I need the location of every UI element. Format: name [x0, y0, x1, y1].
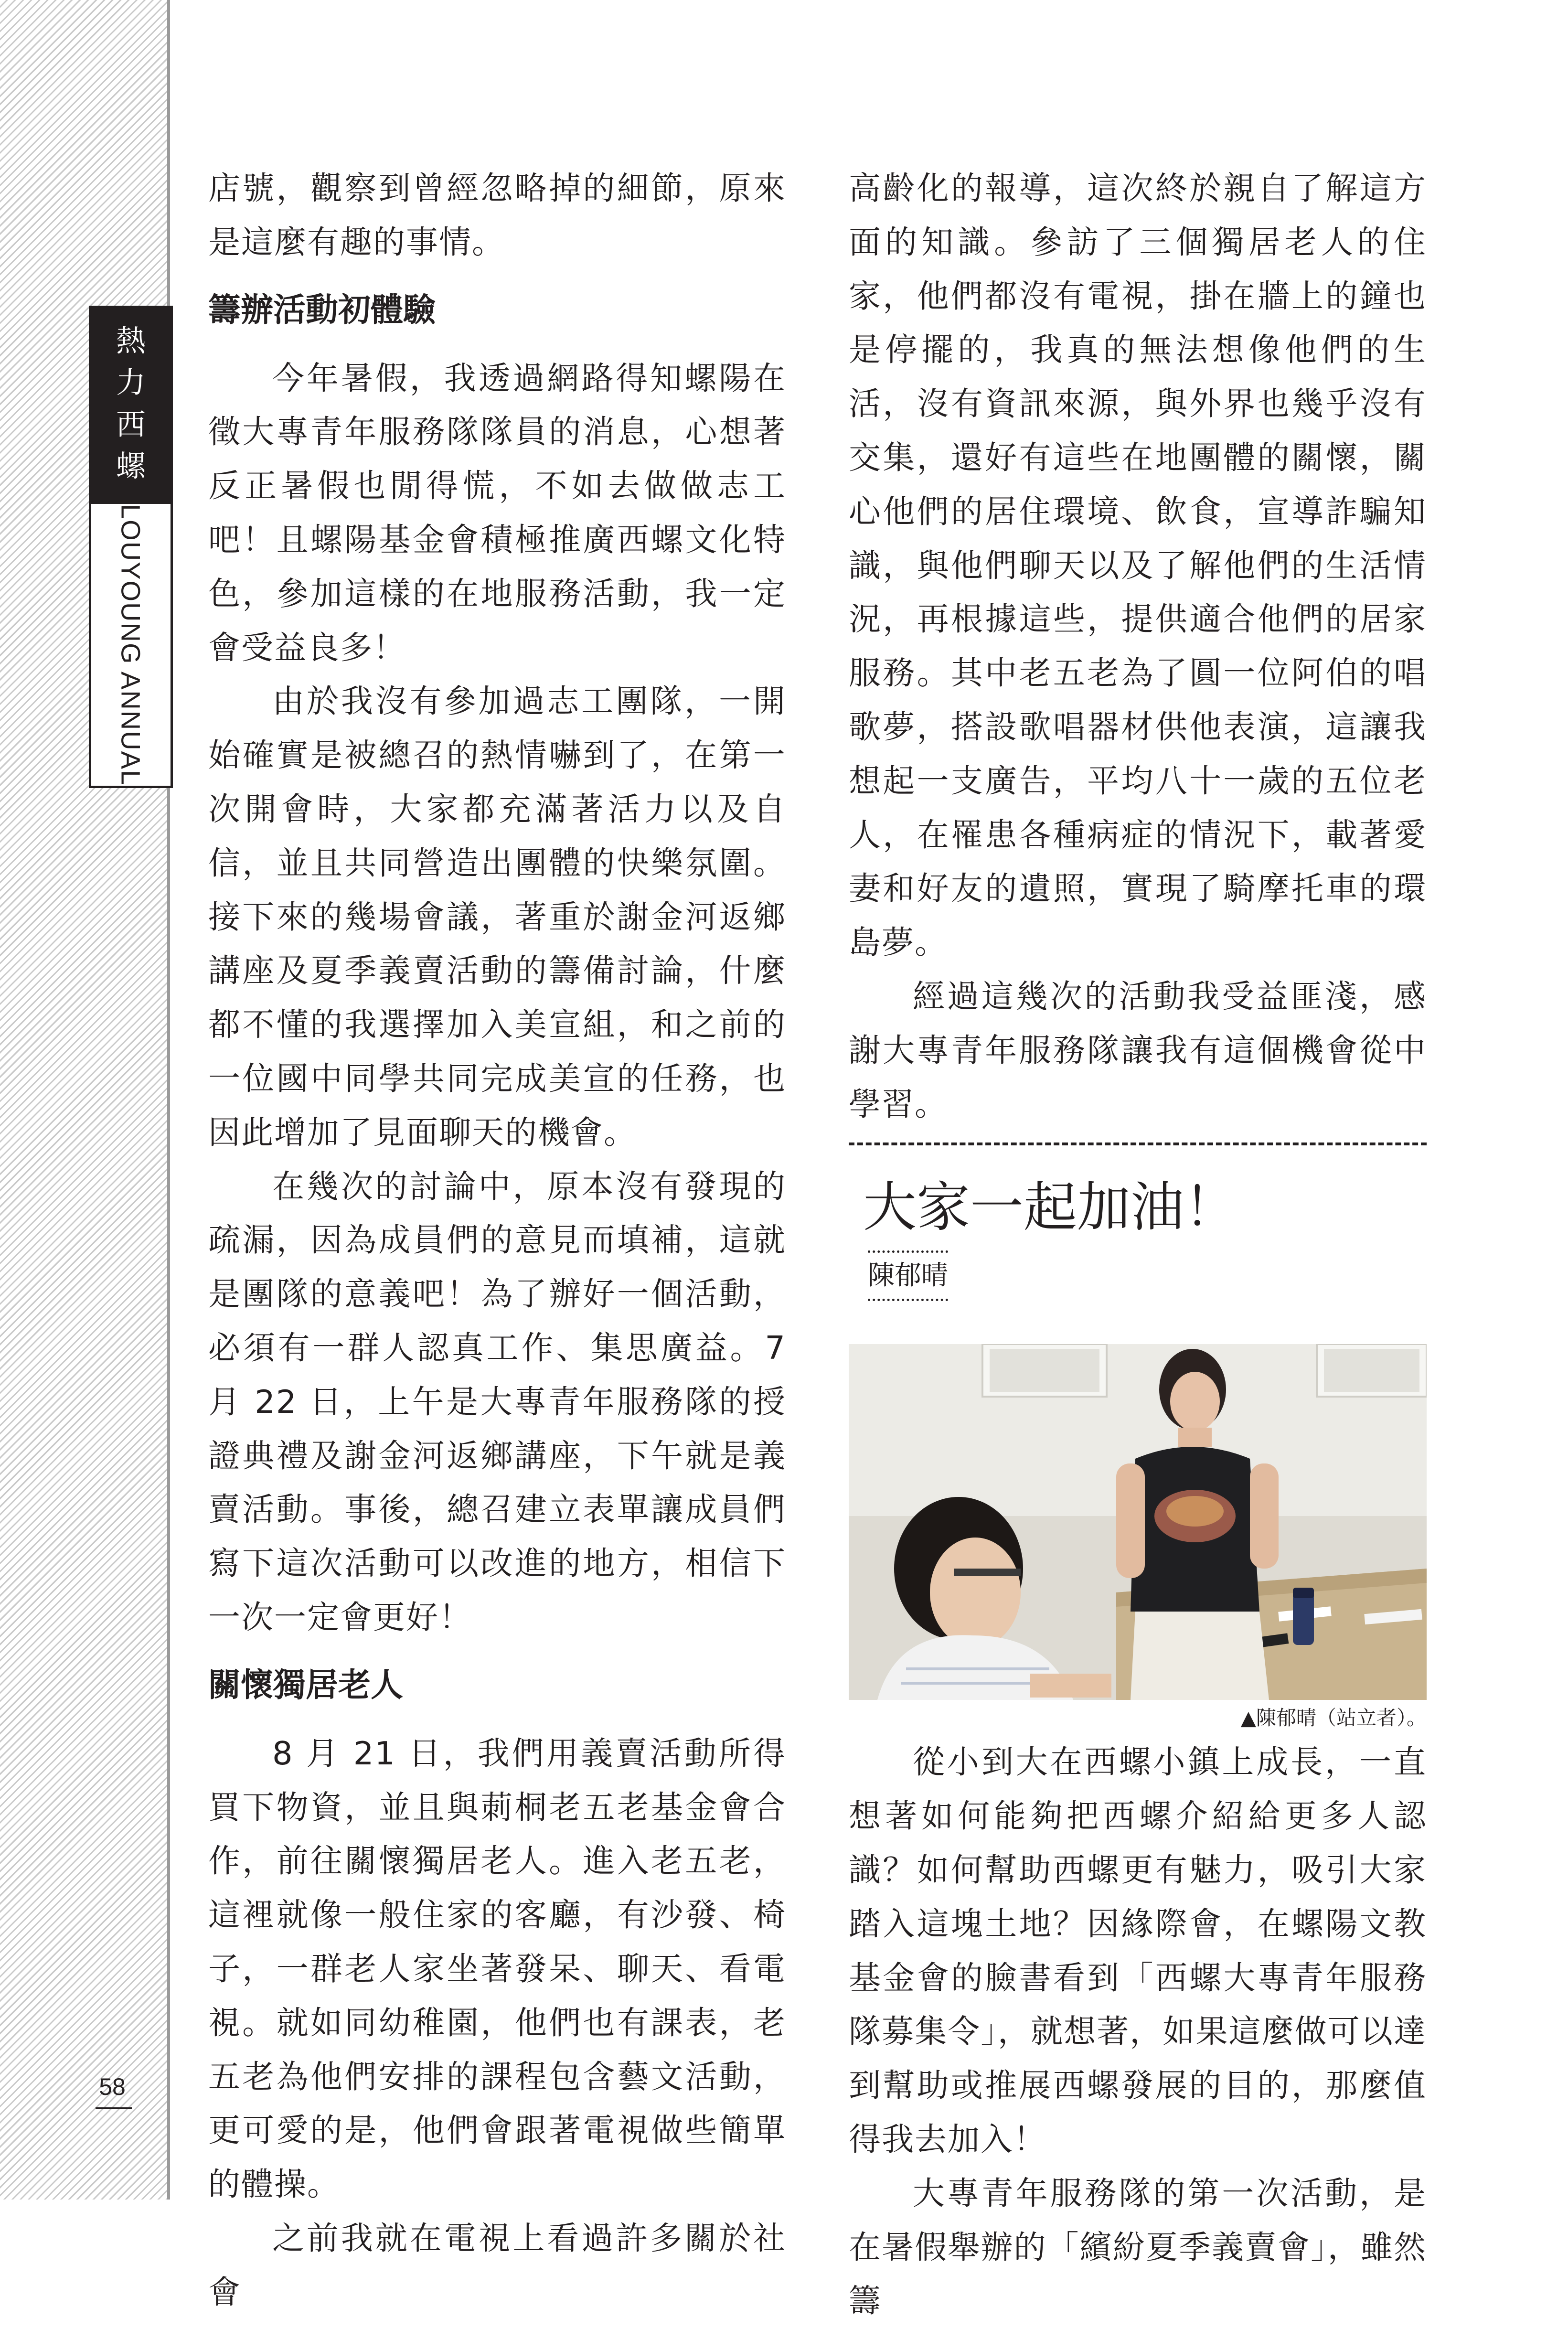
article-photo — [849, 1344, 1427, 1700]
section-char: 力 — [116, 365, 146, 400]
paragraph: 店號，觀察到曾經忽略掉的細節，原來是這麼有趣的事情。 — [208, 170, 786, 261]
page-number-underline — [96, 2107, 132, 2109]
paragraph: 經過這幾次的活動我受益匪淺，感謝大專青年服務隊讓我有這個機會從中學習。 — [849, 977, 1427, 1123]
photo-illustration — [849, 1344, 1427, 1700]
section-tab-chinese — [89, 306, 173, 502]
left-column — [208, 161, 786, 2319]
article-title: 大家一起加油！ — [863, 1176, 1237, 1239]
author-byline — [868, 1250, 948, 1301]
section-heading: 籌辦活動初體驗 — [208, 291, 436, 329]
paragraph: 從小到大在西螺小鎮上成長，一直想著如何能夠把西螺介紹給更多人認識？如何幫助西螺更有魅力，吸引大家踏入這塊土地？因緣際會，在螺陽文教基金會的臉書看到「西螺大專青年服務隊募集令」，就想著，如果這麼做可以達到幫助或推展西螺發展的目的，那麼值得我去加入！ — [849, 1743, 1427, 2158]
photo-caption: ▲陳郁晴（站立者）。 — [1240, 1706, 1427, 1730]
author-name: 陳郁晴 — [868, 1260, 948, 1292]
paragraph: 8 月 21 日，我們用義賣活動所得買下物資，並且與莿桐老五老基金會合作，前往關懷獨居老人。進入老五老，這裡就像一般住家的客廳，有沙發、椅子，一群老人家坐著發呆、聊天、看電視。就如同幼稚園，他們也有課表，老五老為他們安排的課程包含藝文活動，更可愛的是，他們會跟著電視做些簡單的體操。 — [208, 1734, 786, 2203]
paragraph: 之前我就在電視上看過許多關於社會 — [208, 2219, 786, 2311]
paragraph: 今年暑假，我透過網路得知螺陽在徵大專青年服務隊隊員的消息，心想著反正暑假也閒得慌，不如去做做志工吧！且螺陽基金會積極推廣西螺文化特色，參加這樣的在地服務活動，我一定會受益良多！ — [208, 359, 786, 666]
section-heading: 關懷獨居老人 — [208, 1666, 404, 1704]
section-tab-english — [89, 502, 173, 788]
section-char: 熱 — [116, 323, 146, 358]
section-char: 西 — [116, 406, 146, 442]
page-number: 58 — [99, 2073, 126, 2100]
paragraph: 在幾次的討論中，原本沒有發現的疏漏，因為成員們的意見而填補，這就是團隊的意義吧！為了辦好一個活動，必須有一群人認真工作、集思廣益。7 月 22 日，上午是大專青年服務隊的授證典禮及謝金河返鄉講座，下午就是義賣活動。事後，總召建立表單讓成員們寫下這次活動可以改進的地方，相信下一次一定會更好！ — [208, 1167, 786, 1636]
publication-name: LOUYOUNG ANNUAL — [116, 503, 146, 786]
section-char: 螺 — [116, 449, 146, 484]
right-column — [849, 161, 1427, 2328]
paragraph: 高齡化的報導，這次終於親自了解這方面的知識。參訪了三個獨居老人的住家，他們都沒有電視，掛在牆上的鐘也是停擺的，我真的無法想像他們的生活，沒有資訊來源，與外界也幾乎沒有交集，還好有這些在地團體的關懷，關心他們的居住環境、飲食，宣導詐騙知識，與他們聊天以及了解他們的生活情況，再根據這些，提供適合他們的居家服務。其中老五老為了圓一位阿伯的唱歌夢，搭設歌唱器材供他表演，這讓我想起一支廣告，平均八十一歲的五位老人，在罹患各種病症的情況下，載著愛妻和好友的遺照，實現了騎摩托車的環島夢。 — [849, 170, 1427, 961]
paragraph: 由於我沒有參加過志工團隊，一開始確實是被總召的熱情嚇到了，在第一次開會時，大家都充滿著活力以及自信，並且共同營造出團體的快樂氛圍。接下來的幾場會議，著重於謝金河返鄉講座及夏季義賣活動的籌備討論，什麼都不懂的我選擇加入美宣組，和之前的一位國中同學共同完成美宣的任務，也因此增加了見面聊天的機會。 — [208, 683, 786, 1151]
article-divider — [849, 1143, 1427, 1145]
paragraph: 大專青年服務隊的第一次活動，是在暑假舉辦的「繽紛夏季義賣會」，雖然籌 — [849, 2174, 1427, 2320]
